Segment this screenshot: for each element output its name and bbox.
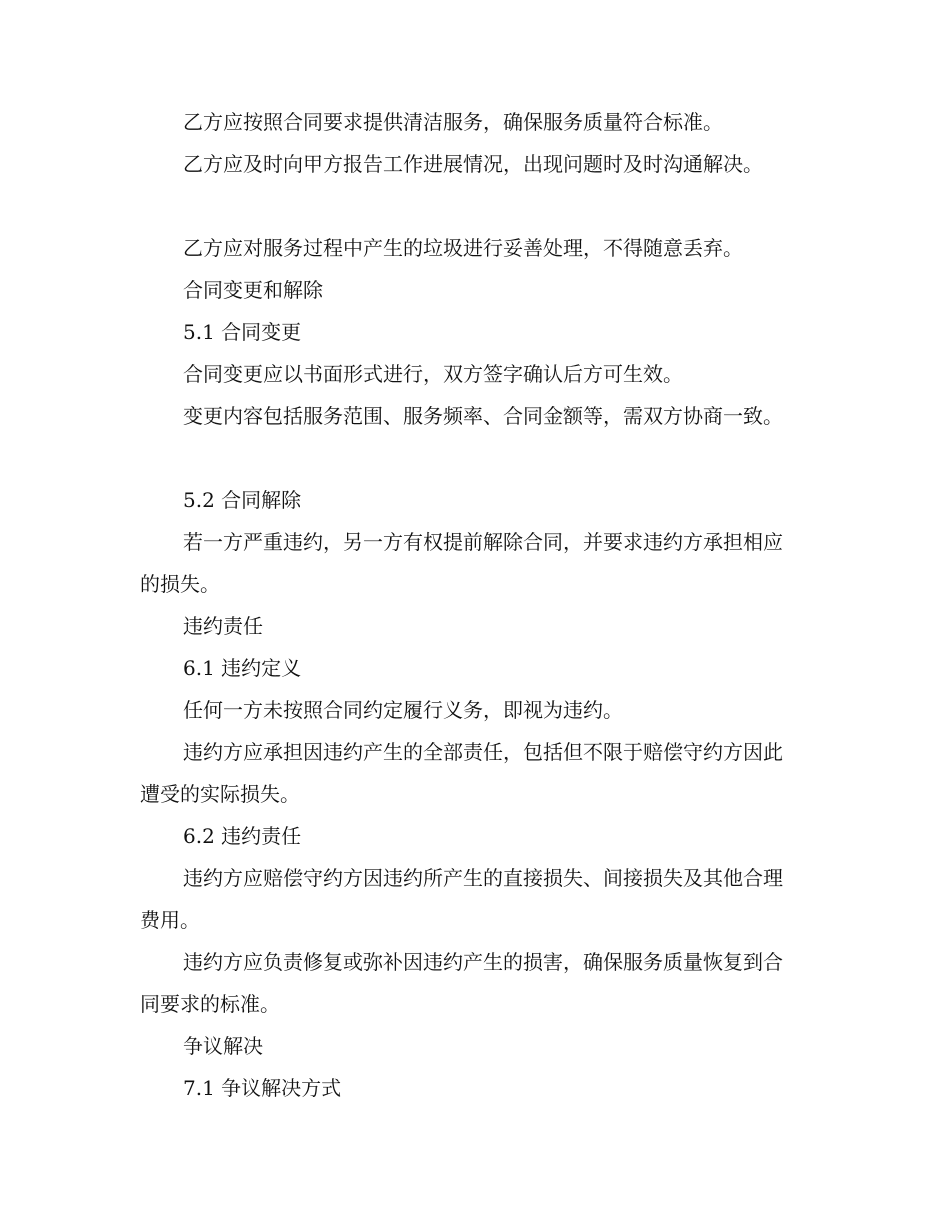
paragraph-written-change: 合同变更应以书面形式进行，双方签字确认后方可生效。 bbox=[183, 362, 683, 386]
paragraph-change-content: 变更内容包括服务范围、服务频率、合同金额等，需双方协商一致。 bbox=[183, 404, 783, 428]
paragraph-compensation: 违约方应赔偿守约方因违约所产生的直接损失、间接损失及其他合理费用。 bbox=[140, 866, 783, 932]
paragraph-repair-damage: 违约方应负责修复或弥补因违约产生的损害，确保服务质量恢复到合同要求的标准。 bbox=[140, 950, 783, 1016]
paragraph-breach-definition: 任何一方未按照合同约定履行义务，即视为违约。 bbox=[183, 698, 623, 722]
paragraph-breach-responsibility: 违约方应承担因违约产生的全部责任，包括但不限于赔偿守约方因此遭受的实际损失。 bbox=[140, 740, 783, 806]
section-heading-dispute-resolution: 争议解决 bbox=[183, 1034, 263, 1058]
subsection-heading-5-1: 5.1 合同变更 bbox=[183, 320, 302, 344]
paragraph-service-quality: 乙方应按照合同要求提供清洁服务，确保服务质量符合标准。 bbox=[183, 110, 723, 134]
section-heading-change-termination: 合同变更和解除 bbox=[183, 278, 323, 302]
subsection-heading-5-2: 5.2 合同解除 bbox=[183, 488, 302, 512]
paragraph-progress-report: 乙方应及时向甲方报告工作进展情况，出现问题时及时沟通解决。 bbox=[183, 152, 763, 176]
subsection-heading-6-1: 6.1 违约定义 bbox=[183, 656, 302, 680]
subsection-heading-7-1: 7.1 争议解决方式 bbox=[183, 1076, 342, 1100]
section-heading-liability: 违约责任 bbox=[183, 614, 263, 638]
subsection-heading-6-2: 6.2 违约责任 bbox=[183, 824, 302, 848]
paragraph-termination: 若一方严重违约，另一方有权提前解除合同，并要求违约方承担相应的损失。 bbox=[140, 530, 783, 596]
paragraph-garbage-handling: 乙方应对服务过程中产生的垃圾进行妥善处理，不得随意丢弃。 bbox=[183, 236, 743, 260]
